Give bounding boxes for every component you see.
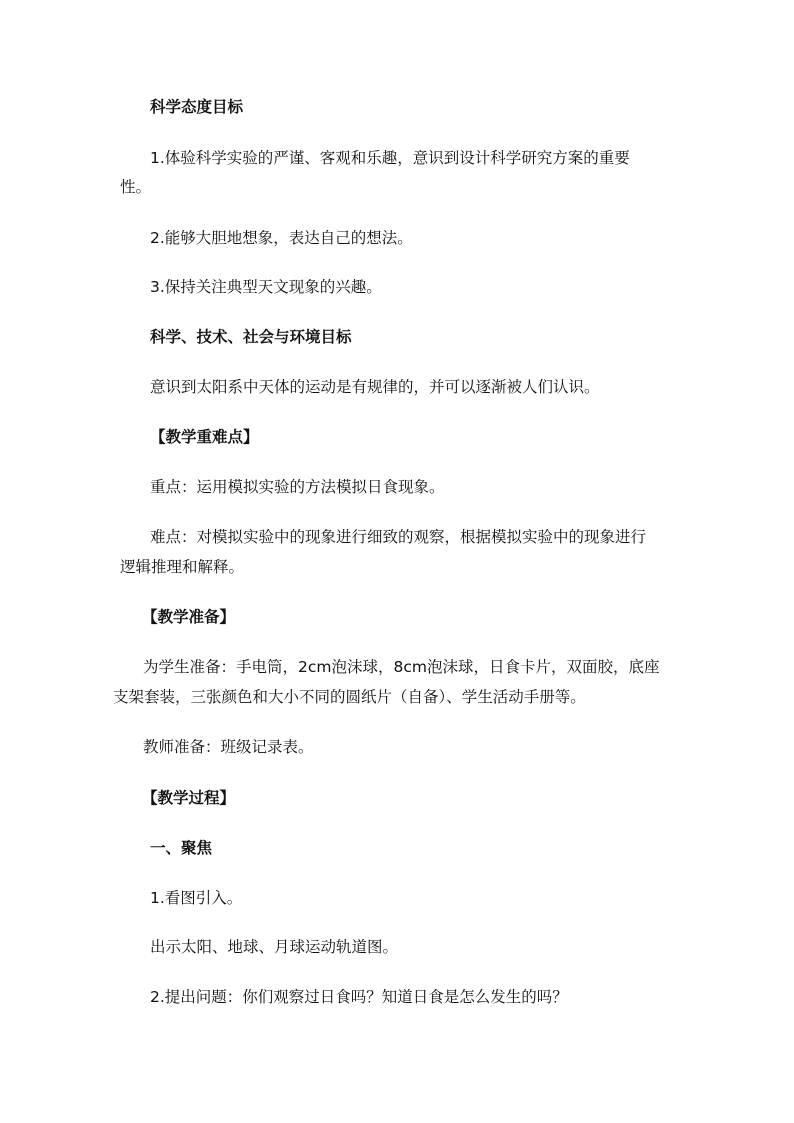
student-prep-line-1: 为学生准备：手电筒，2cm泡沫球，8cm泡沫球，日食卡片，双面胶，底座 [143,658,660,676]
heading-science-attitude: 科学态度目标 [150,98,244,116]
heading-stse: 科学、技术、社会与环境目标 [150,328,352,346]
focus-step-1-detail: 出示太阳、地球、月球运动轨道图。 [150,938,399,956]
key-point: 重点：运用模拟实验的方法模拟日食现象。 [150,478,445,496]
attitude-item-1-line-1: 1.体验科学实验的严谨、客观和乐趣，意识到设计科学研究方案的重要 [150,149,630,167]
difficult-point-line-2: 逻辑推理和解释。 [120,558,245,576]
attitude-item-1-line-2: 性。 [120,178,152,196]
difficult-point-line-1: 难点：对模拟实验中的现象进行细致的观察，根据模拟实验中的现象进行 [150,528,647,546]
focus-step-2: 2.提出问题：你们观察过日食吗？知道日食是怎么发生的吗？ [150,988,568,1006]
attitude-item-2: 2.能够大胆地想象，表达自己的想法。 [150,229,413,247]
teacher-prep: 教师准备：班级记录表。 [143,738,314,756]
heading-process: 【教学过程】 [142,789,236,807]
attitude-item-3: 3.保持关注典型天文现象的兴趣。 [150,278,382,296]
heading-focus: 一、聚焦 [150,839,213,857]
student-prep-line-2: 支架套装，三张颜色和大小不同的圆纸片（自备）、学生活动手册等。 [113,688,586,706]
focus-step-1: 1.看图引入。 [150,889,243,907]
heading-key-difficult: 【教学重难点】 [150,428,259,446]
heading-preparation: 【教学准备】 [142,608,236,626]
stse-text: 意识到太阳系中天体的运动是有规律的，并可以逐渐被人们认识。 [150,378,600,396]
